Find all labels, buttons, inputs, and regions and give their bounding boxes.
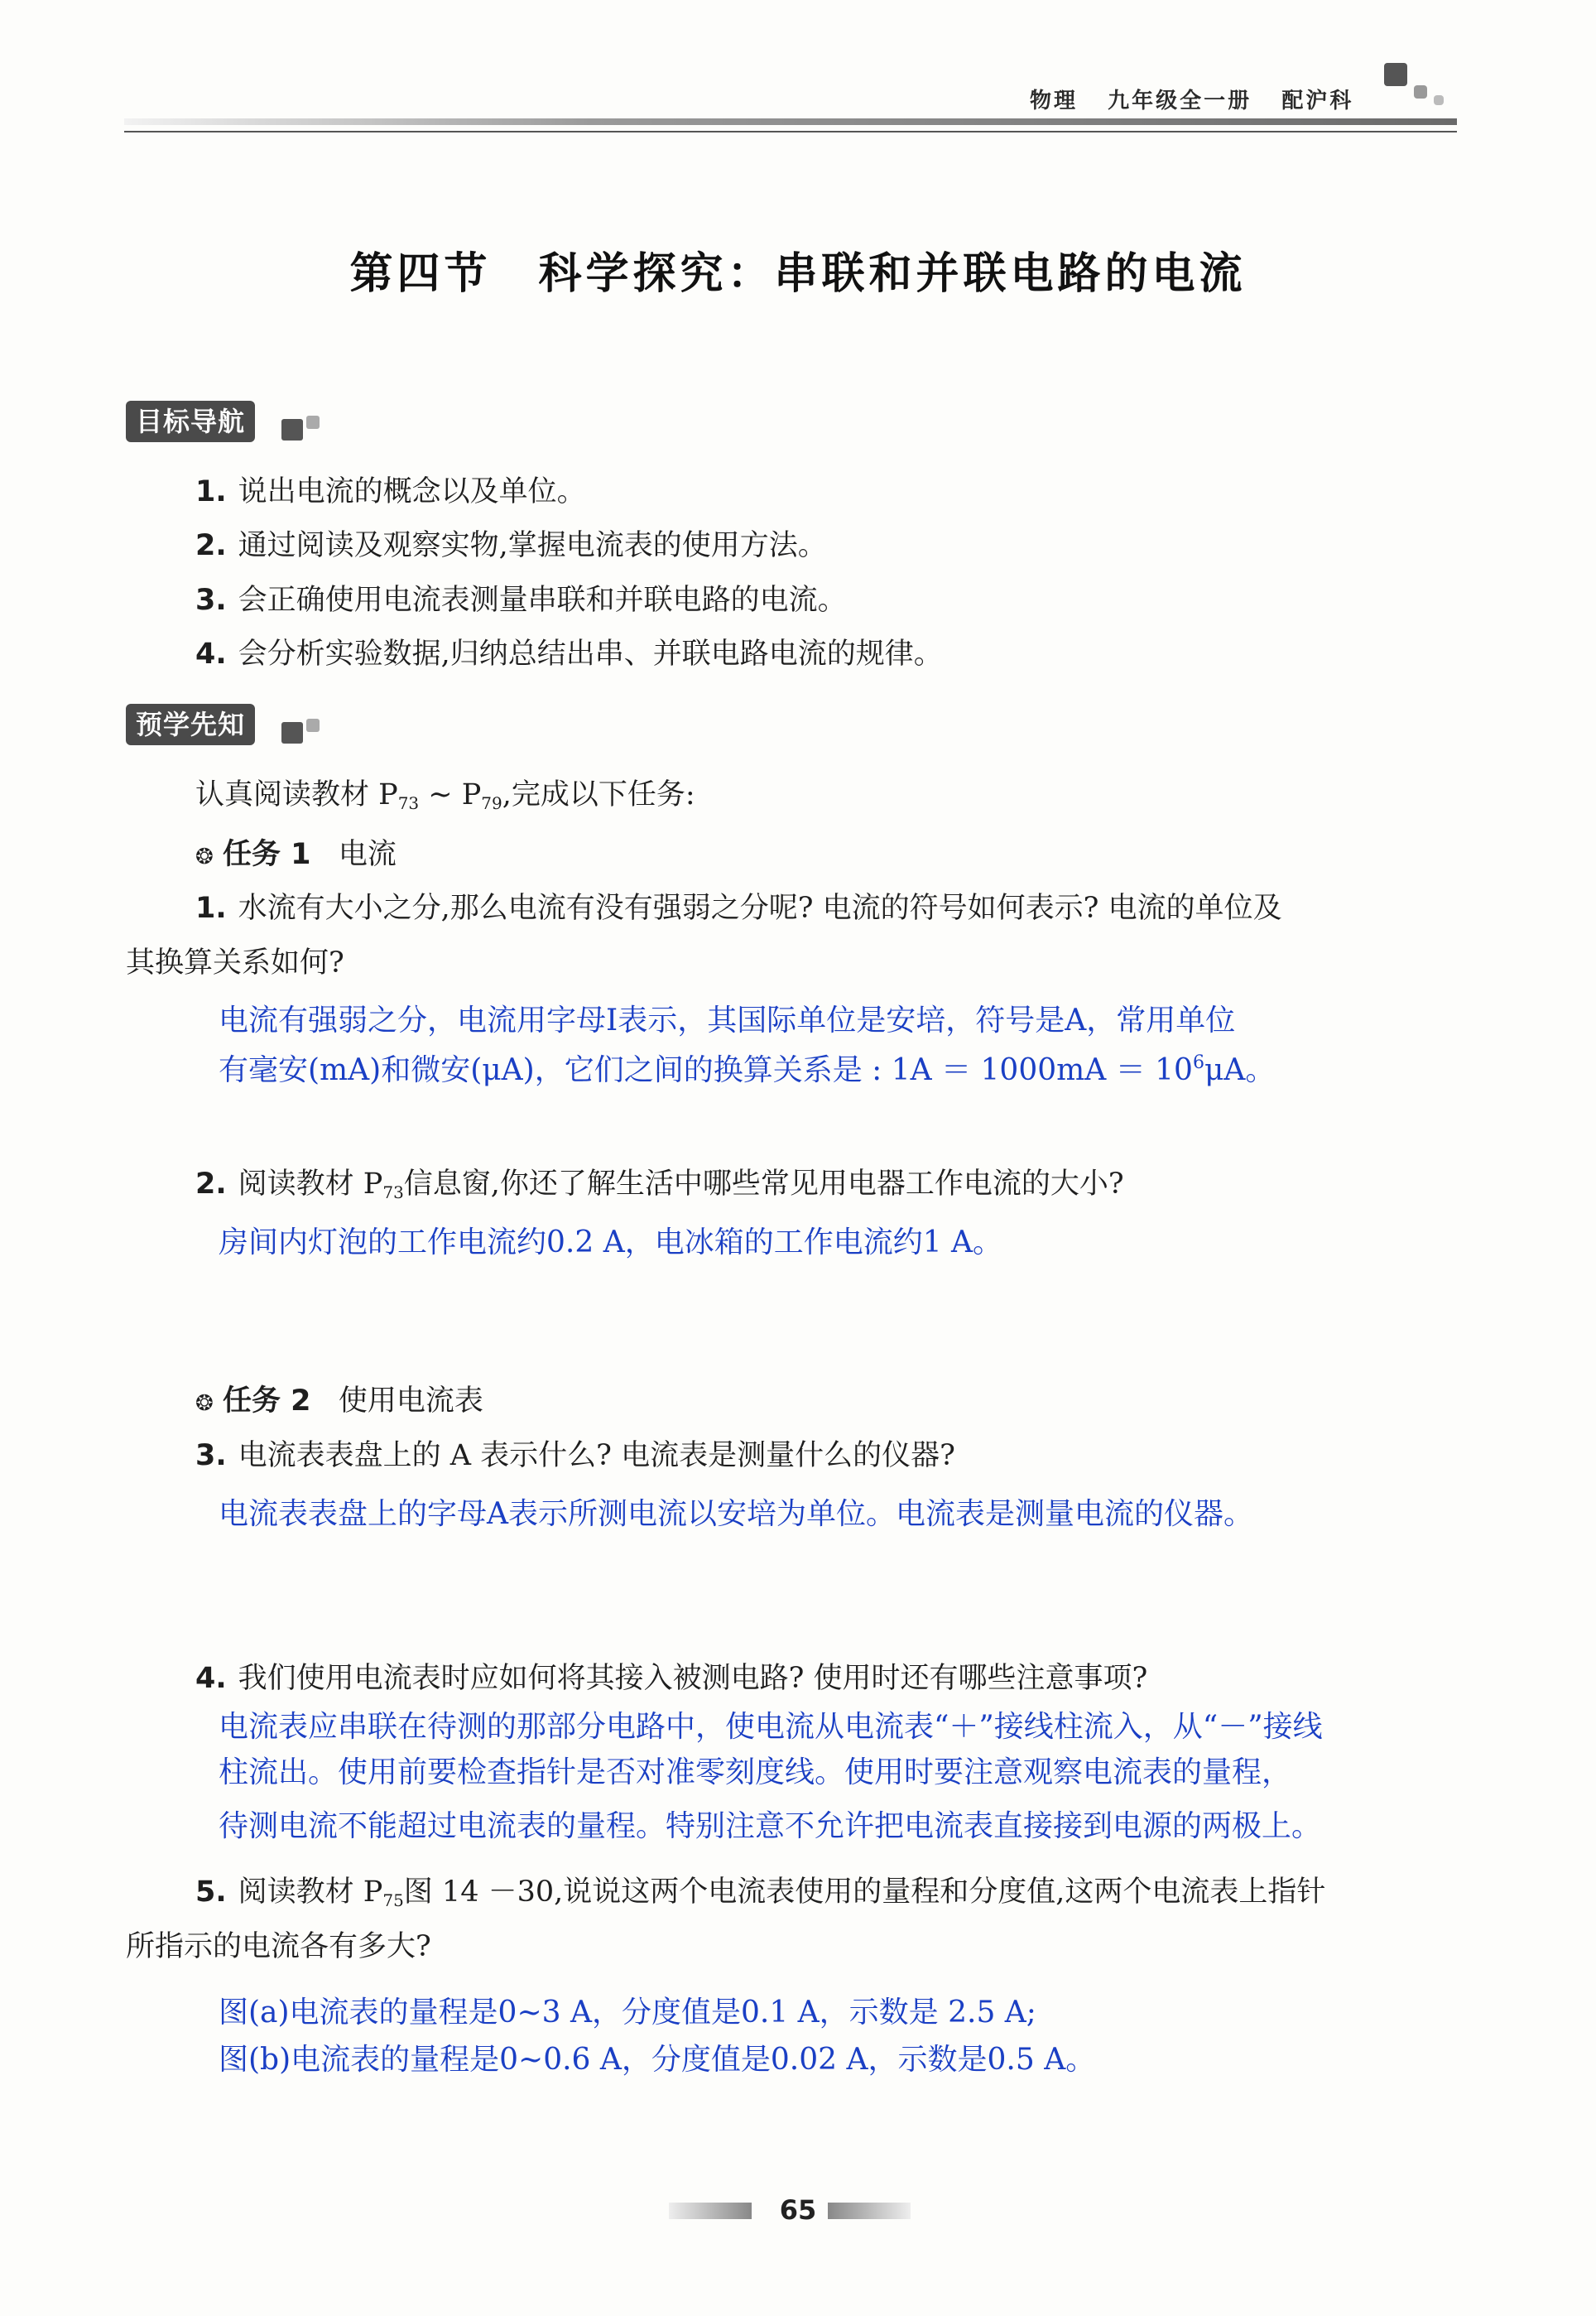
section-badge-goals: 目标导航	[126, 401, 255, 442]
header-rule-thin	[124, 131, 1457, 132]
page-title: 第四节 科学探究：串联和并联电路的电流	[349, 248, 1247, 299]
header-grade: 九年级全一册	[1108, 89, 1252, 113]
header-square-small	[1434, 95, 1444, 105]
answer-1-line2: 有毫安(mA)和微安(μA)，它们之间的换算关系是 : $1A = 1000mA = 10^6\mu A$。	[219, 1052, 1276, 1087]
task-heading: ❂ 任务 2 使用电流表	[195, 1384, 483, 1418]
header-square-large	[1384, 63, 1407, 86]
page-number-bar-right	[828, 2203, 911, 2219]
gear-icon: ❂	[195, 845, 214, 869]
question-5: 5. 阅读教材 $P_{75}$图 14 －30,说说这两个电流表使用的量程和分度值,这两个电流表上指针	[195, 1875, 1326, 1910]
task-heading: ❂ 任务 1 电流	[195, 838, 397, 871]
question-5-cont: 所指示的电流各有多大?	[126, 1930, 431, 1963]
header-edition: 配沪科	[1281, 89, 1354, 113]
goal-item: 1. 说出电流的概念以及单位。	[195, 475, 586, 508]
gear-icon: ❂	[195, 1391, 214, 1416]
answer-5-line2: 图(b)电流表的量程是0~0.6 A，分度值是0.02 A，示数是0.5 A。	[219, 2043, 1096, 2077]
answer-4-line3: 待测电流不能超过电流表的量程。特别注意不允许把电流表直接接到电源的两极上。	[219, 1809, 1322, 1843]
answer-4-line2: 柱流出。使用前要检查指针是否对准零刻度线。使用时要注意观察电流表的量程，	[219, 1755, 1292, 1789]
answer-3: 电流表表盘上的字母A表示所测电流以安培为单位。电流表是测量电流的仪器。	[219, 1497, 1253, 1531]
question-4: 4. 我们使用电流表时应如何将其接入被测电路? 使用时还有哪些注意事项?	[195, 1662, 1148, 1695]
question-3: 3. 电流表表盘上的 A 表示什么? 电流表是测量什么的仪器?	[195, 1439, 955, 1472]
answer-5-line1: 图(a)电流表的量程是0~3 A，分度值是0.1 A，示数是 2.5 A;	[219, 1996, 1036, 2030]
running-header	[1030, 84, 1353, 114]
question-1-cont: 其换算关系如何?	[126, 946, 344, 980]
goal-item: 3. 会正确使用电流表测量串联和并联电路的电流。	[195, 584, 847, 617]
header-square-medium	[1414, 85, 1427, 99]
section-badge-preview: 预学先知	[126, 704, 255, 745]
page-number: 65	[779, 2194, 817, 2226]
question-1: 1. 水流有大小之分,那么电流有没有强弱之分呢? 电流的符号如何表示? 电流的单位及	[195, 892, 1282, 925]
header-subject: 物理	[1030, 89, 1079, 113]
header-rule-thick	[124, 118, 1457, 125]
goal-item: 4. 会分析实验数据,归纳总结出串、并联电路电流的规律。	[195, 638, 943, 671]
answer-4-line1: 电流表应串联在待测的那部分电路中，使电流从电流表“＋”接线柱流入，从“－”接线	[219, 1710, 1323, 1744]
question-2: 2. 阅读教材 $P_{73}$信息窗,你还了解生活中哪些常见用电器工作电流的大小?	[195, 1168, 1124, 1202]
preview-intro: 认真阅读教材 $P_{73}$ ~ $P_{79}$,完成以下任务:	[195, 778, 695, 813]
answer-2: 房间内灯泡的工作电流约0.2 A，电冰箱的工作电流约1 A。	[219, 1225, 1003, 1259]
answer-1-line1: 电流有强弱之分，电流用字母I表示，其国际单位是安培，符号是A，常用单位	[219, 1004, 1236, 1038]
goal-item: 2. 通过阅读及观察实物,掌握电流表的使用方法。	[195, 529, 827, 562]
